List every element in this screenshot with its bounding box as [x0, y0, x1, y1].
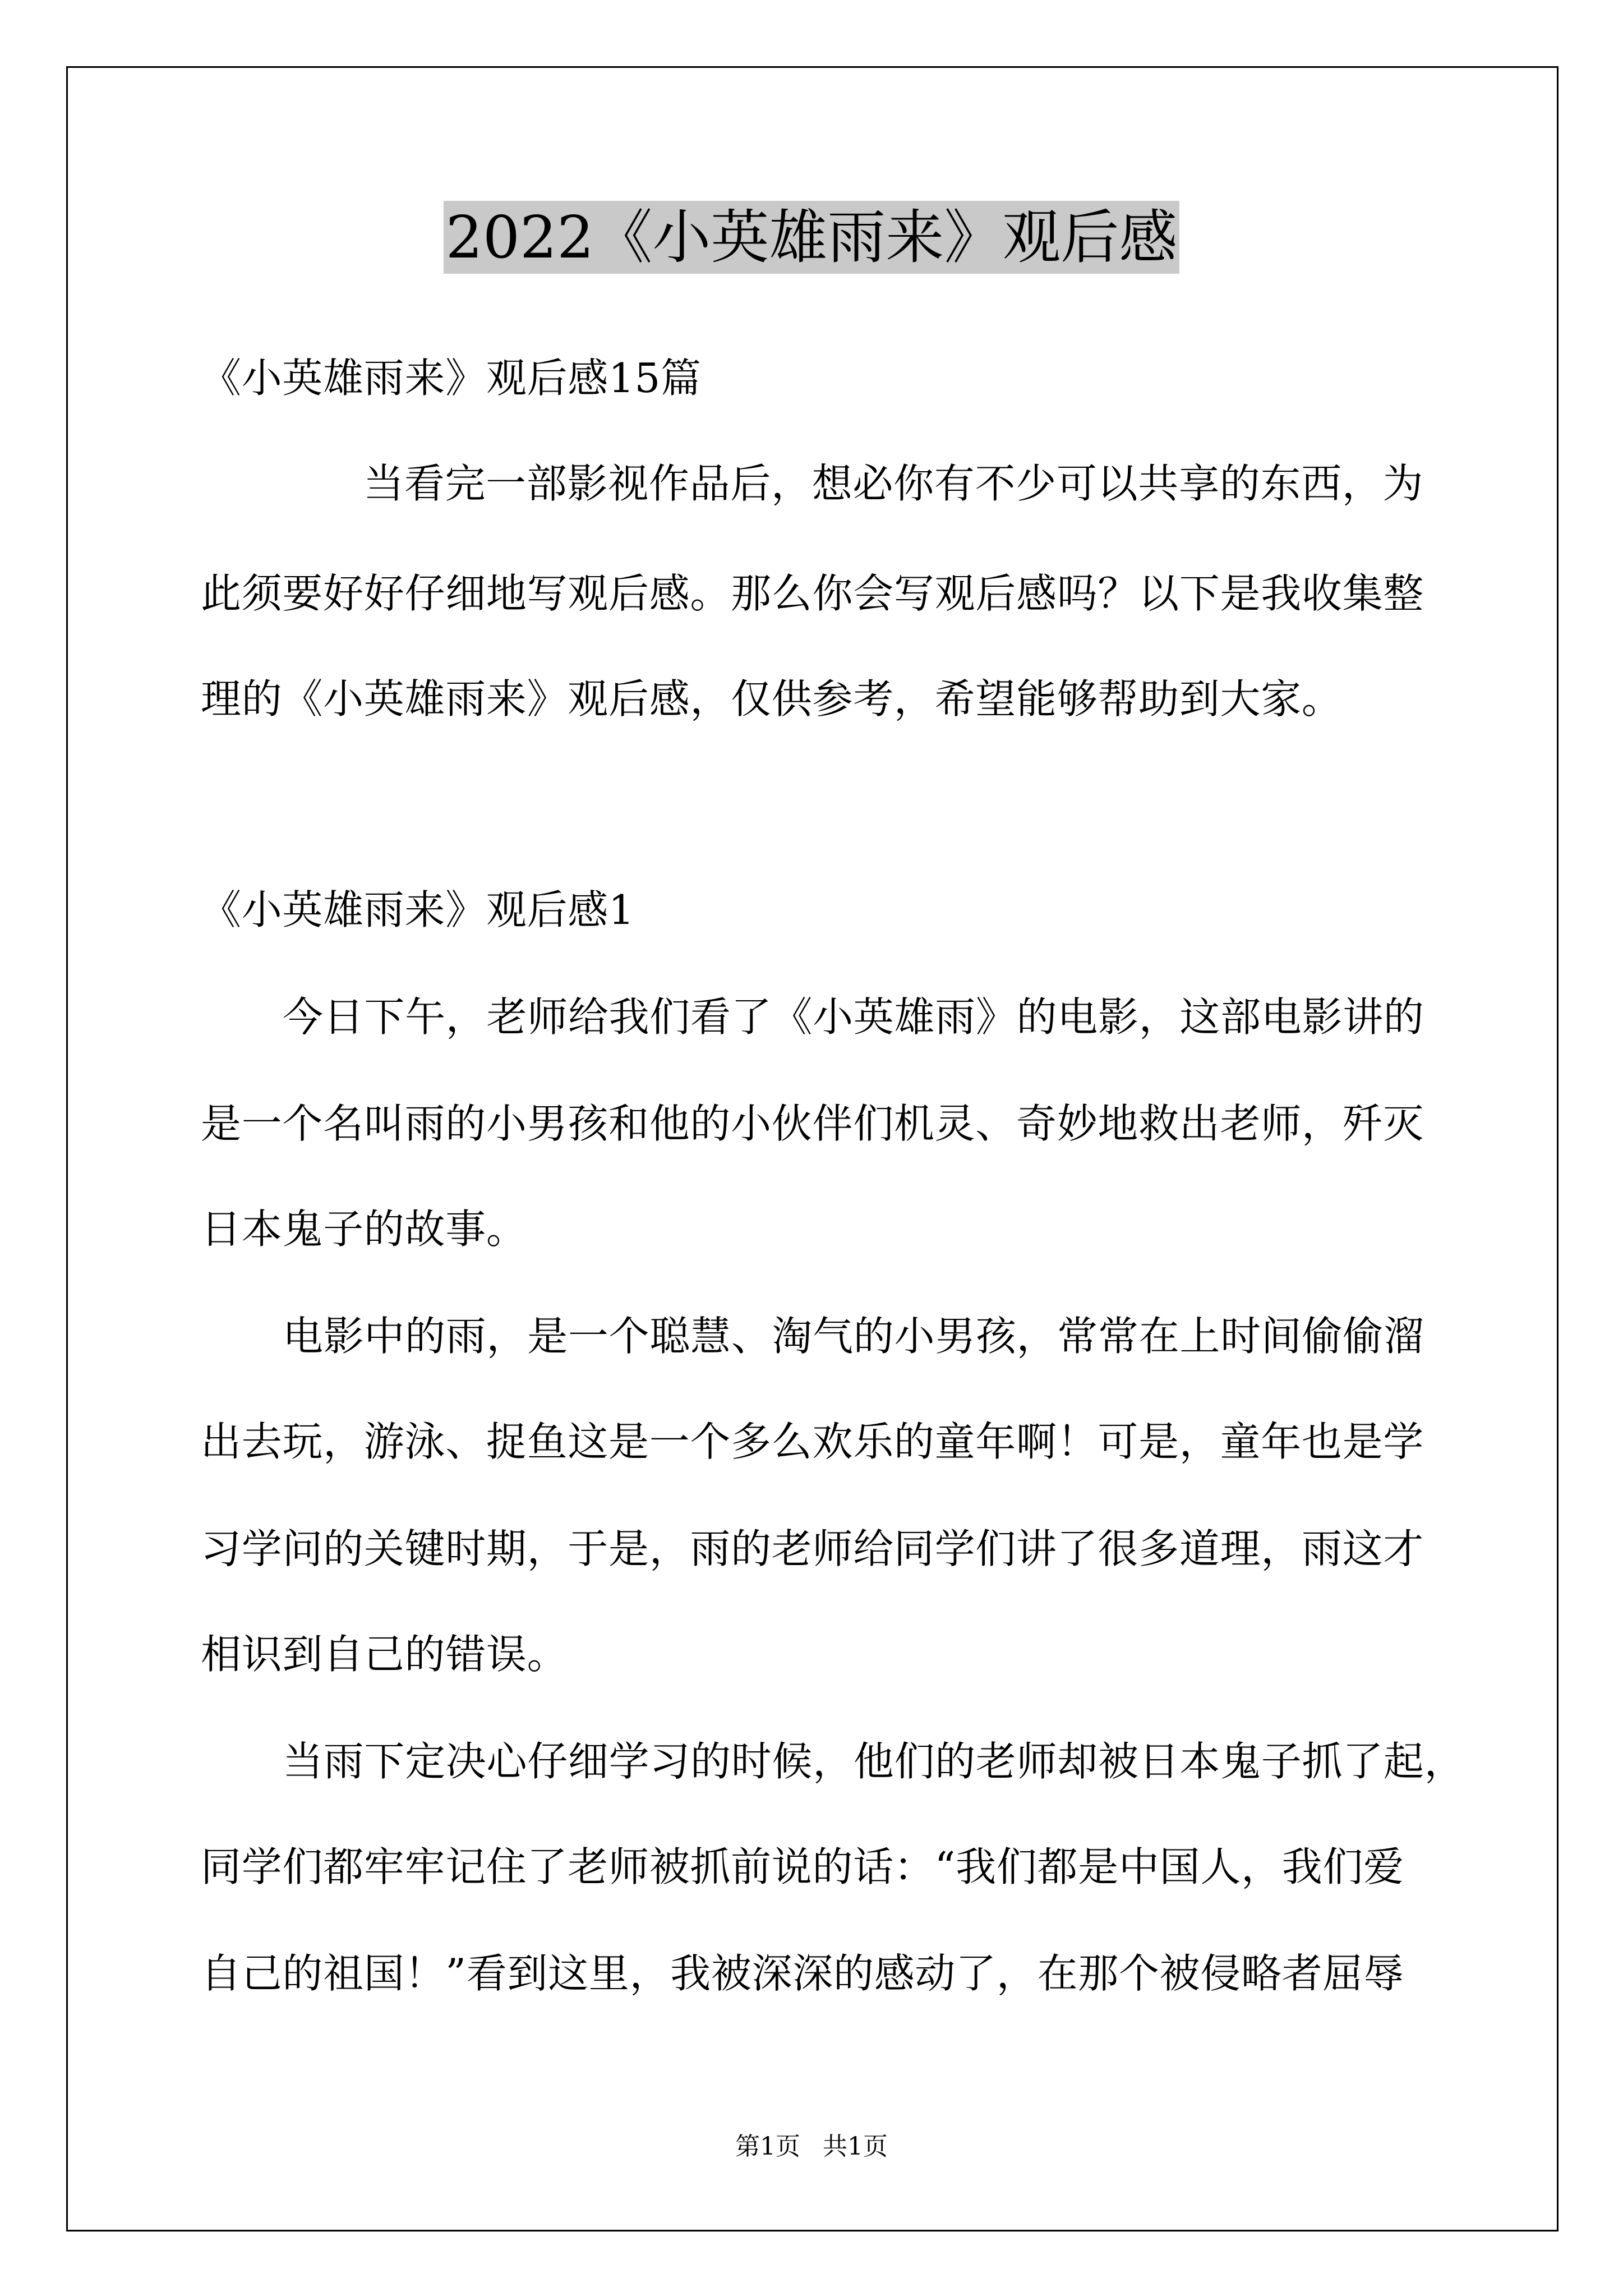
paragraph-line: 电影中的雨，是一个聪慧、淘气的小男孩，常常在上时间偷偷溜 — [283, 1313, 1424, 1360]
paragraph-line: 相识到自己的错误。 — [201, 1631, 568, 1678]
section-heading: 《小英雄雨来》观后感1 — [201, 886, 635, 933]
paragraph-line: 是一个名叫雨的小男孩和他的小伙伴们机灵、奇妙地救出老师，歼灭 — [201, 1100, 1424, 1147]
paragraph-line: 当雨下定决心仔细学习的时候，他们的老师却被日本鬼子抓了起， — [283, 1738, 1465, 1785]
document-subtitle: 《小英雄雨来》观后感15篇 — [201, 355, 702, 402]
paragraph-line: 当看完一部影视作品后，想必你有不少可以共享的东西，为 — [363, 460, 1424, 507]
paragraph-line: 理的《小英雄雨来》观后感，仅供参考，希望能够帮助到大家。 — [201, 675, 1343, 723]
paragraph-line: 自己的祖国！”看到这里，我被深深的感动了，在那个被侵略者屈辱 — [201, 1950, 1404, 1997]
paragraph-line: 此须要好好仔细地写观后感。那么你会写观后感吗？以下是我收集整 — [201, 570, 1424, 617]
title-row — [0, 201, 1623, 274]
document-title: 2022《小英雄雨来》观后感 — [444, 201, 1180, 274]
paragraph-line: 今日下午，老师给我们看了《小英雄雨》的电影，这部电影讲的 — [283, 993, 1424, 1041]
paragraph-line: 同学们都牢牢记住了老师被抓前说的话：“我们都是中国人，我们爱 — [201, 1843, 1404, 1890]
paragraph-line: 习学问的关键时期，于是，雨的老师给同学们讲了很多道理，雨这才 — [201, 1525, 1424, 1572]
paragraph-line: 日本鬼子的故事。 — [201, 1205, 527, 1253]
page-footer — [0, 2131, 1623, 2162]
paragraph-line: 出去玩，游泳、捉鱼这是一个多么欢乐的童年啊！可是，童年也是学 — [201, 1418, 1424, 1465]
page-number: 第1页 — [735, 2132, 800, 2161]
page-total: 共1页 — [823, 2132, 888, 2161]
